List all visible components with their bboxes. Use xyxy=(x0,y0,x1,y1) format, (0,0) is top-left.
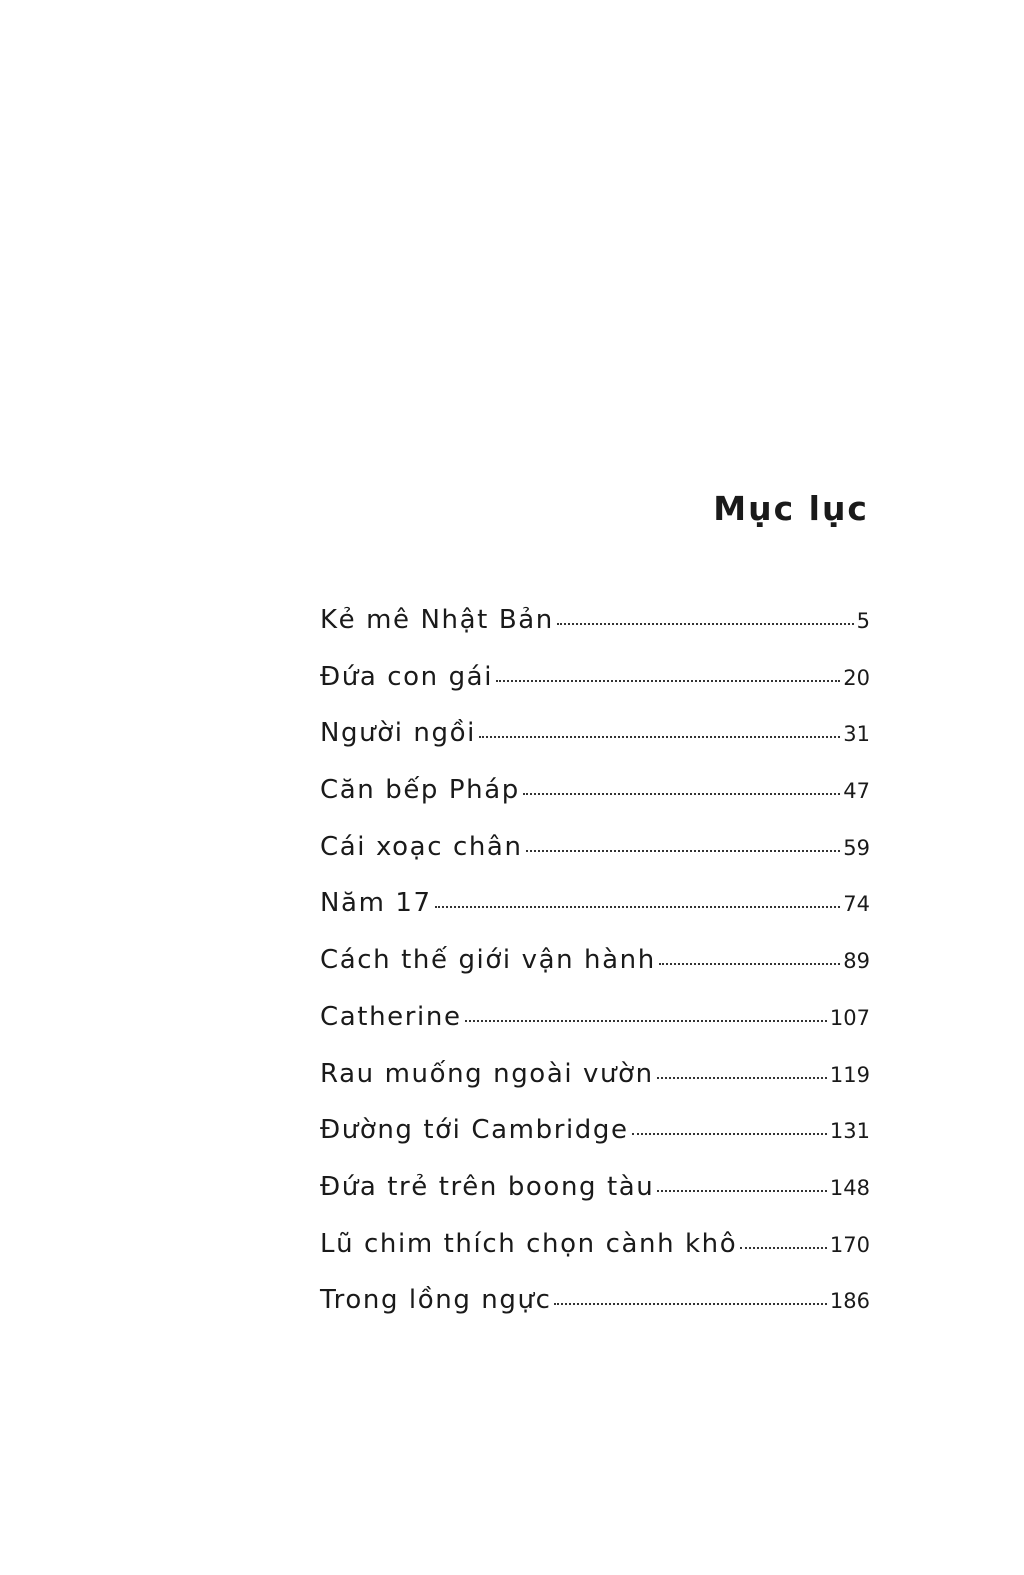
toc-entry-title: Đường tới Cambridge xyxy=(320,1115,629,1146)
toc-entry-page: 148 xyxy=(829,1175,870,1200)
toc-entry xyxy=(320,720,870,777)
toc-entry xyxy=(320,1228,870,1288)
dot-leader xyxy=(479,736,840,738)
dot-leader xyxy=(496,680,840,682)
toc-entry xyxy=(320,1171,870,1231)
toc-entry-title: Trong lồng ngực xyxy=(320,1285,552,1316)
toc-entry xyxy=(320,831,870,891)
toc-entry-title: Cách thế giới vận hành xyxy=(320,945,656,976)
toc-entry xyxy=(320,777,870,834)
toc-entry-page: 186 xyxy=(829,1289,870,1314)
toc-entry-title: Đứa trẻ trên boong tàu xyxy=(320,1171,655,1202)
dot-leader xyxy=(523,793,840,795)
dot-leader xyxy=(554,1303,826,1305)
toc-entry xyxy=(320,947,870,1004)
toc-entry xyxy=(320,1001,870,1061)
toc-entry-title: Kẻ mê Nhật Bản xyxy=(320,605,554,635)
toc-entry xyxy=(320,661,870,721)
dot-leader xyxy=(435,906,841,908)
toc-entry xyxy=(320,890,870,947)
toc-entry-title: Lũ chim thích chọn cành khô xyxy=(320,1228,738,1259)
toc-entry-page: 131 xyxy=(829,1119,870,1144)
dot-leader xyxy=(465,1020,827,1022)
dot-leader xyxy=(657,1190,827,1192)
toc-entry xyxy=(320,1058,870,1118)
toc-entry-page: 5 xyxy=(856,609,870,633)
toc-entry-page: 20 xyxy=(843,665,870,690)
toc-entry-page: 170 xyxy=(829,1232,870,1257)
toc-entry-title: Căn bếp Pháp xyxy=(320,775,520,806)
toc-entry xyxy=(320,607,870,664)
toc-entry-page: 89 xyxy=(843,949,870,974)
dot-leader xyxy=(632,1133,827,1135)
toc-entry-page: 47 xyxy=(843,779,870,804)
dot-leader xyxy=(557,623,854,625)
toc-entry xyxy=(320,1287,870,1344)
toc-entry-title: Cái xoạc chân xyxy=(320,831,523,862)
dot-leader xyxy=(657,1077,827,1079)
toc-entry xyxy=(320,1117,870,1174)
toc-entry-title: Người ngồi xyxy=(320,718,476,749)
toc-entry-title: Rau muống ngoài vườn xyxy=(320,1058,654,1089)
toc-list xyxy=(320,607,870,1344)
toc-entry-page: 59 xyxy=(843,835,870,860)
dot-leader xyxy=(526,850,841,852)
toc-entry-page: 119 xyxy=(829,1062,870,1087)
dot-leader xyxy=(740,1247,827,1249)
toc-title: Mục lục xyxy=(713,489,869,528)
toc-entry-page: 107 xyxy=(829,1005,870,1030)
toc-entry-title: Catherine xyxy=(320,1001,462,1032)
toc-entry-title: Đứa con gái xyxy=(320,661,494,692)
toc-entry-page: 31 xyxy=(843,722,870,747)
dot-leader xyxy=(659,963,840,965)
toc-entry-title: Năm 17 xyxy=(320,888,432,919)
toc-entry-page: 74 xyxy=(843,892,870,917)
